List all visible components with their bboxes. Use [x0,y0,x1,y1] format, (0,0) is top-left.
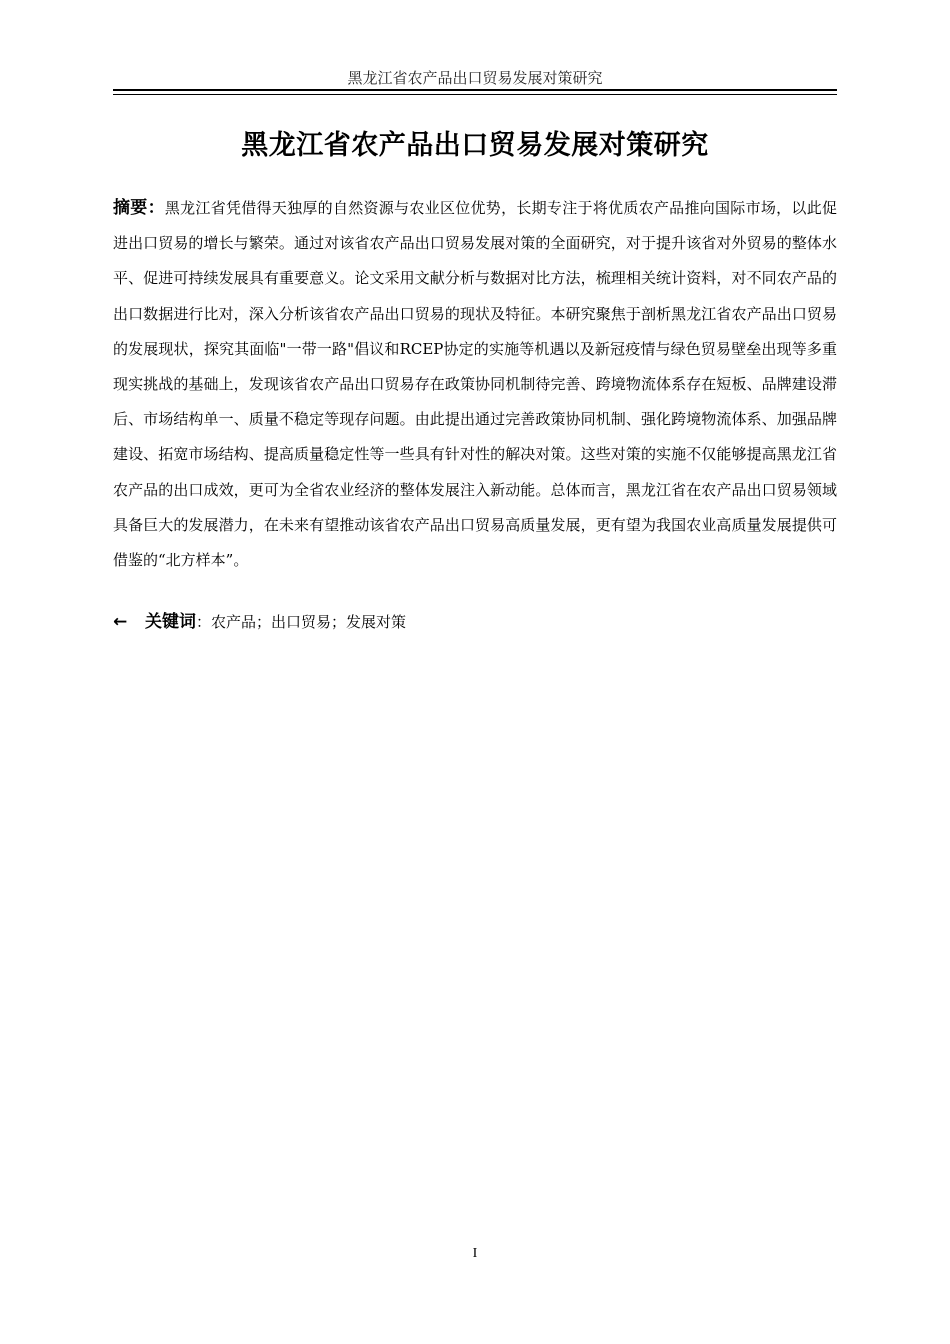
keywords-value: 农产品；出口贸易；发展对策 [211,613,407,631]
abstract-label: 摘要： [113,198,165,218]
abstract-text: 黑龙江省凭借得天独厚的自然资源与农业区位优势，长期专注于将优质农产品推向国际市场，以此促进出口贸易的增长与繁荣。通过对该省农产品出口贸易发展对策的全面研究，对于提升该省对外贸易的整体水平、促进可持续发展具有重要意义。论文采用文献分析与数据对比方法，梳理相关统计资料，对不同农产品的出口数据进行比对，深入分析该省农产品出口贸易的现状及特征。本研究聚焦于剖析黑龙江省农产品出口贸易的发展现状，探究其面临"一带一路"倡议和RCEP协定的实施等机遇以及新冠疫情与绿色贸易壁垒出现等多重现实挑战的基础上，发现该省农产品出口贸易存在政策协同机制待完善、跨境物流体系存在短板、品牌建设滞后、市场结构单一、质量不稳定等现存问题。由此提出通过完善政策协同机制、强化跨境物流体系、加强品牌建设、拓宽市场结构、提高质量稳定性等一些具有针对性的解决对策。这些对策的实施不仅能够提高黑龙江省农产品的出口成效，更可为全省农业经济的整体发展注入新动能。总体而言，黑龙江省在农产品出口贸易领域具备巨大的发展潜力，在未来有望推动该省农产品出口贸易高质量发展，更有望为我国农业高质量发展提供可借鉴的“北方样本”。 [113,199,838,570]
keywords-label: 关键词 [145,612,196,632]
abstract-paragraph [113,191,837,578]
running-header: 黑龙江省农产品出口贸易发展对策研究 [347,69,603,87]
document-title: 黑龙江省农产品出口贸易发展对策研究 [241,130,709,161]
arrow-left-icon: ← [113,612,128,632]
header-rule-thick [113,89,837,91]
header-rule-thin [113,94,837,95]
keywords-separator: ： [196,613,212,631]
keywords-line [113,608,837,636]
page-number: I [472,1246,478,1261]
